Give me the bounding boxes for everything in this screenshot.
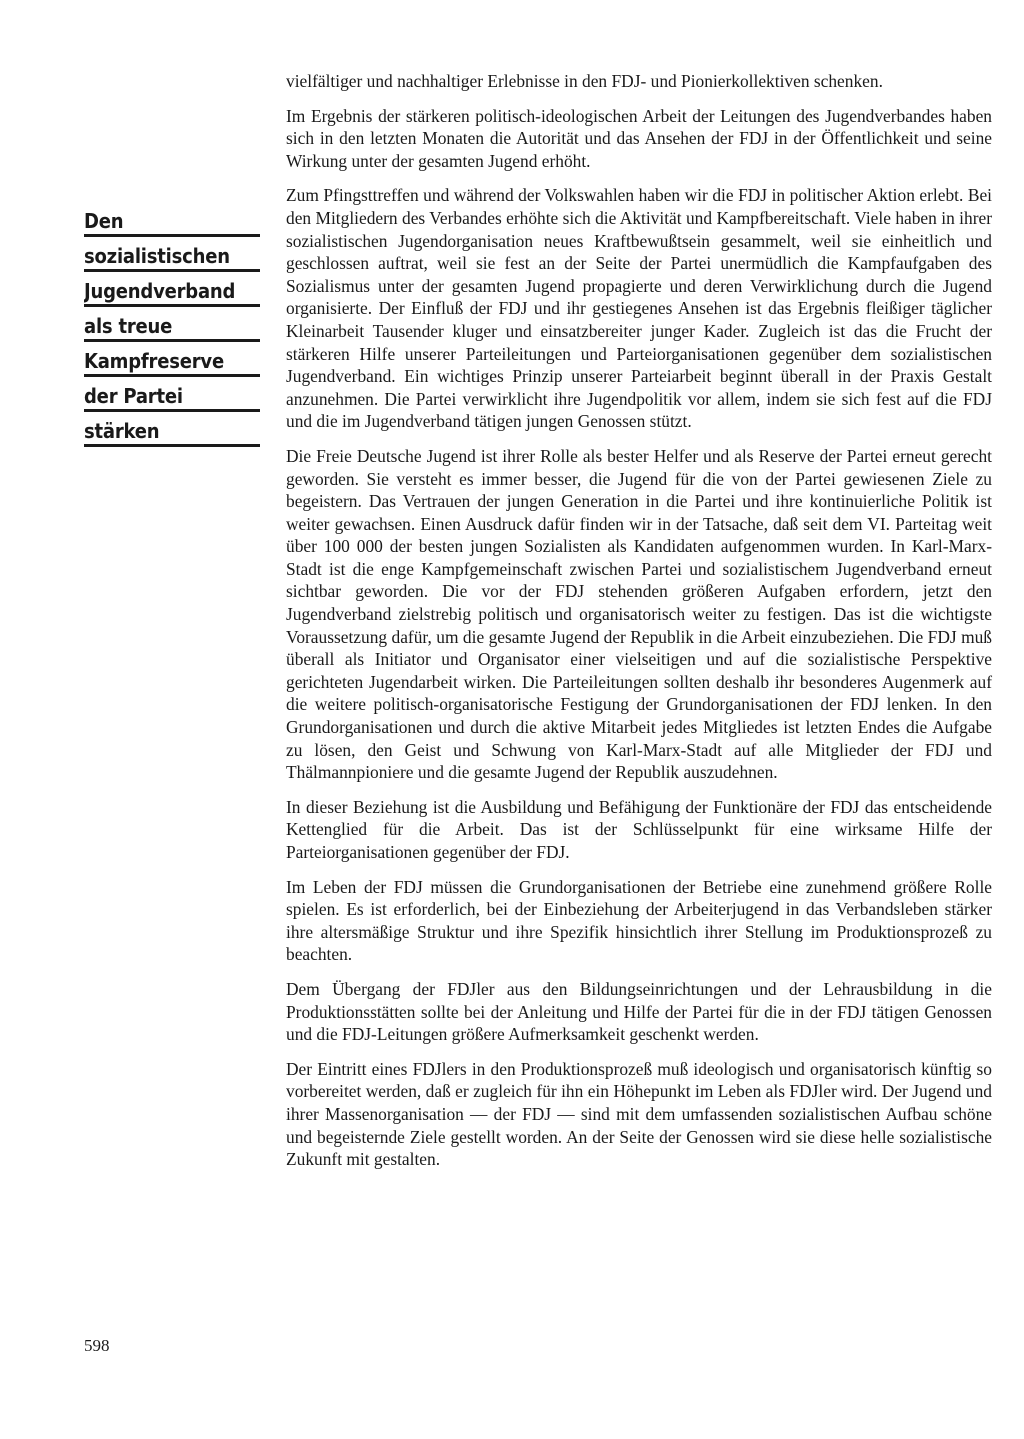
sidebar-heading-line: Den	[84, 202, 260, 237]
sidebar-heading-line: der Partei	[84, 377, 260, 412]
sidebar-heading-line: sozialistischen	[84, 237, 260, 272]
paragraph: Die Freie Deutsche Jugend ist ihrer Rolle als bester Helfer und als Reserve der Partei erneut gerecht geworden. Sie versteht es immer besser, die Jugend für die von der Partei gewiesenen Ziele zu begeistern. Das Vertrauen der jungen Generation in die Partei und ihre kontinuierliche Politik ist weiter gewachsen. Einen Ausdruck dafür finden wir in der Tatsache, daß seit dem VI. Parteitag weit über 100 000 der besten jungen Sozialisten als Kandidaten aufgenommen wurden. In Karl-Marx-Stadt ist die enge Kampfgemeinschaft zwischen Partei und sozialistischem Jugendverband erneut sichtbar geworden. Die vor der FDJ stehenden größeren Aufgaben erfordern, jetzt den Jugendverband zielstrebig politisch und organisatorisch weiter zu festigen. Das ist die wichtigste Voraussetzung dafür, um die gesamte Jugend der Republik in die Arbeit einzubeziehen. Die FDJ muß überall als Initiator und Organisator einer vielseitigen und auf die sozialistische Perspektive gerichteten Jugendarbeit wirken. Die Parteileitungen sollten deshalb ihr besonderes Augenmerk auf die weitere politisch-organisatorische Festigung der Grundorganisationen der FDJ lenken. In den Grundorganisationen und durch die aktive Mitarbeit jedes Mitgliedes ist letzten Endes die Aufgabe zu lösen, den Geist und Schwung von Karl-Marx-Stadt auf alle Mitglieder der FDJ und Thälmannpioniere und die gesamte Jugend der Republik auszudehnen.	[286, 445, 992, 783]
page-number: 598	[84, 1336, 110, 1355]
paragraph: Zum Pfingsttreffen und während der Volkswahlen haben wir die FDJ in politischer Aktion erlebt. Bei den Mitgliedern des Verbandes erhöhte sich die Aktivität und Kampfbereitschaft. Viele haben in ihrer sozialistischen Jugendorganisation neues Kraftbewußtsein gesammelt, weil sie einheitlich und geschlossen auftrat, weil sie fest an der Seite der Partei unermüdlich die Kampfaufgaben des Sozialismus unter der gesamten Jugend propagierte und deren Verwirklichung durch die Jugend organisierte. Der Einfluß der FDJ und ihr gestiegenes Ansehen ist das Ergebnis fleißiger täglicher Kleinarbeit Tausender kluger und einsatzbereiter junger Kader. Zugleich ist das die Frucht der stärkeren Hilfe unserer Parteileitungen und Parteiorganisationen gegenüber dem sozialistischen Jugendverband. Ein wichtiges Prinzip unserer Parteiarbeit beginnt überall in der Praxis Gestalt anzunehmen. Die Partei verwirklicht ihre Jugendpolitik vor allem, indem sie sich fest auf die FDJ und die im Jugendverband tätigen jungen Genossen stützt.	[286, 185, 992, 432]
sidebar-heading	[84, 202, 260, 447]
paragraph: Dem Übergang der FDJler aus den Bildungseinrichtungen und der Lehrausbildung in die Produktionsstätten sollte bei der Anleitung und Hilfe der Partei für die in der FDJ tätigen Genossen und die FDJ-Leitungen größere Aufmerksamkeit geschenkt werden.	[286, 978, 992, 1045]
paragraph: vielfältiger und nachhaltiger Erlebnisse in den FDJ- und Pionierkollektiven schenken.	[286, 71, 883, 91]
paragraph: Im Leben der FDJ müssen die Grundorganisationen der Betriebe eine zunehmend größere Rolle spielen. Es ist erforderlich, bei der Einbeziehung der Arbeiterjugend in das Verbandsleben stärker ihre altersmäßige Struktur und ihre Spezifik hinsichtlich ihrer Stellung im Produktionsprozeß zu beachten.	[286, 876, 992, 965]
paragraph: Im Ergebnis der stärkeren politisch-ideologischen Arbeit der Leitungen des Jugendverbandes haben sich in den letzten Monaten die Autorität und das Ansehen der FDJ in der Öffentlichkeit und seine Wirkung unter der gesamten Jugend erhöht.	[286, 105, 992, 171]
paragraph: Der Eintritt eines FDJlers in den Produktionsprozeß muß ideologisch und organisatorisch künftig so vorbereitet werden, daß er zugleich für ihn ein Höhepunkt im Leben als FDJler wird. Der Jugend und ihrer Massenorganisation — der FDJ — sind mit dem umfassenden sozialistischen Aufbau schöne und begeisternde Ziele gestellt worden. An der Seite der Genossen wird sie diese helle sozialistische Zukunft mit gestalten.	[286, 1058, 992, 1170]
main-text-column	[286, 70, 992, 1183]
sidebar-heading-line: Jugendverband	[84, 272, 260, 307]
sidebar-heading-line: Kampfreserve	[84, 342, 260, 377]
sidebar-heading-line: als treue	[84, 307, 260, 342]
paragraph: In dieser Beziehung ist die Ausbildung und Befähigung der Funktionäre der FDJ das entscheidende Kettenglied für die Arbeit. Das ist der Schlüsselpunkt für eine wirksame Hilfe der Parteiorganisationen gegenüber der FDJ.	[286, 796, 992, 862]
sidebar-heading-line: stärken	[84, 412, 260, 447]
